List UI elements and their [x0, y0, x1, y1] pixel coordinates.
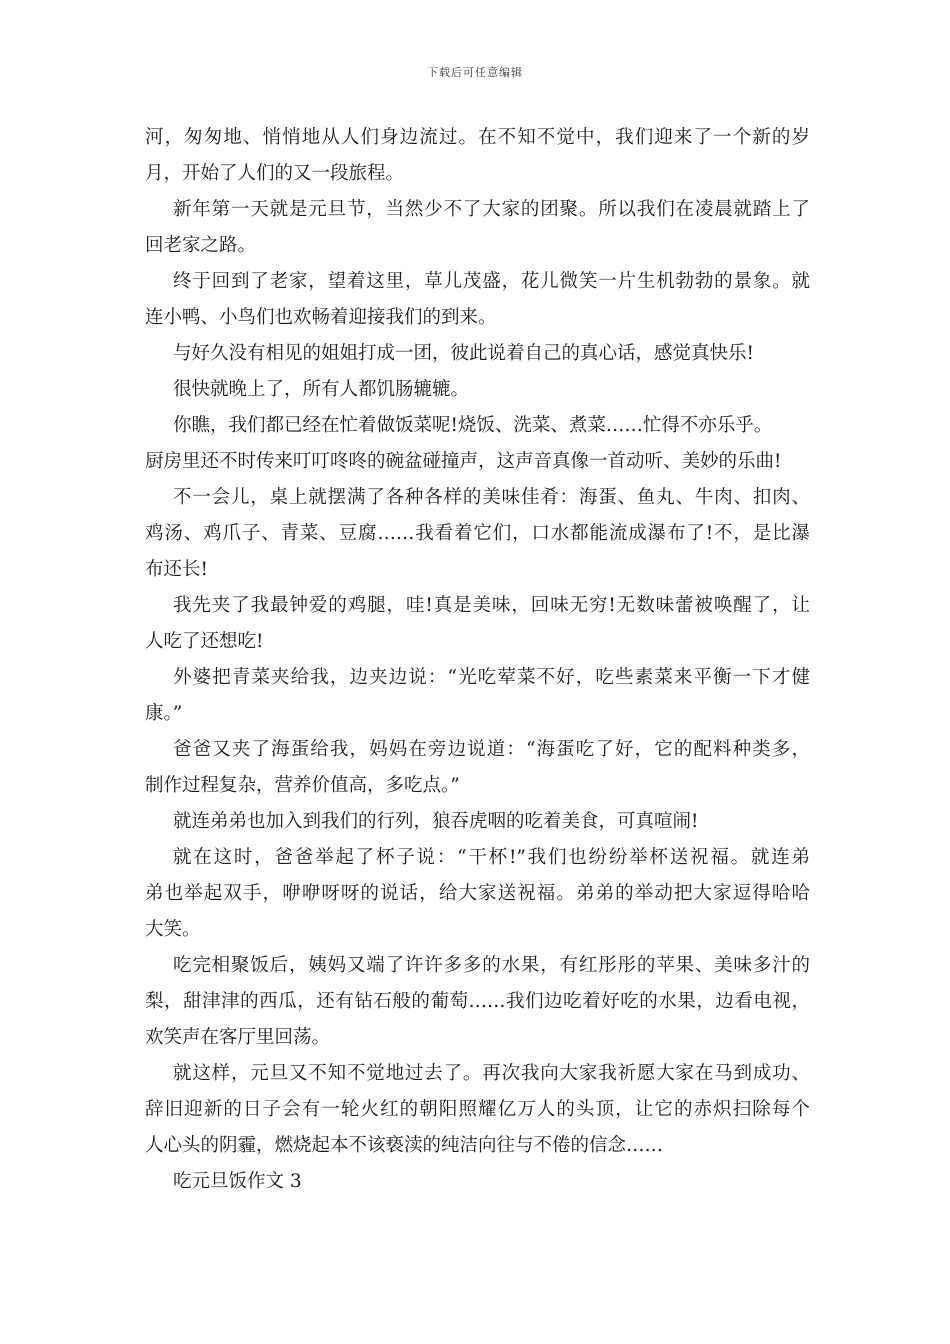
- text-line: 河，匆匆地、悄悄地从人们身边流过。在不知不觉中，我们迎来了一个新的岁: [145, 127, 810, 148]
- text-line: 梨，甜津津的西瓜，还有钻石般的葡萄……我们边吃着好吃的水果，边看电视，: [145, 991, 810, 1012]
- text-line: 康。”: [145, 703, 183, 724]
- text-line: 布还长!: [145, 559, 208, 580]
- page-header-note: 下载后可任意编辑: [427, 66, 523, 79]
- text-line: 连小鸭、小鸟们也欢畅着迎接我们的到来。: [145, 307, 497, 328]
- text-line: 外婆把青菜夹给我，边夹边说：“光吃荤菜不好，吃些素菜来平衡一下才健: [173, 667, 810, 688]
- text-line: 新年第一天就是元旦节，当然少不了大家的团聚。所以我们在凌晨就踏上了: [173, 199, 810, 220]
- text-line: 人心头的阴霾，燃烧起本不该亵渎的纯洁向往与不倦的信念……: [145, 1135, 664, 1156]
- text-line: 月，开始了人们的又一段旅程。: [145, 163, 405, 184]
- text-line: 就在这时，爸爸举起了杯子说：“干杯!”我们也纷纷举杯送祝福。就连弟: [173, 847, 810, 868]
- text-line: 吃元旦饭作文 3: [173, 1171, 302, 1192]
- text-line: 人吃了还想吃!: [145, 631, 264, 652]
- text-line: 我先夹了我最钟爱的鸡腿，哇!真是美味，回味无穷!无数味蕾被唤醒了，让: [173, 595, 810, 616]
- text-line: 你瞧，我们都已经在忙着做饭菜呢!烧饭、洗菜、煮菜……忙得不亦乐乎。: [173, 415, 773, 436]
- text-line: 回老家之路。: [145, 235, 257, 256]
- text-line: 就连弟弟也加入到我们的行列，狼吞虎咽的吃着美食，可真喧闹!: [173, 811, 699, 832]
- text-line: 大笑。: [145, 919, 201, 940]
- text-line: 鸡汤、鸡爪子、青菜、豆腐……我看着它们，口水都能流成瀑布了!不，是比瀑: [145, 523, 810, 544]
- text-line: 不一会儿，桌上就摆满了各种各样的美味佳肴：海蛋、鱼丸、牛肉、扣肉、: [173, 487, 810, 508]
- text-line: 终于回到了老家，望着这里，草儿茂盛，花儿微笑一片生机勃勃的景象。就: [173, 271, 810, 292]
- text-line: 制作过程复杂，营养价值高，多吃点。”: [145, 775, 460, 796]
- text-line: 辞旧迎新的日子会有一轮火红的朝阳照耀亿万人的头顶，让它的赤炽扫除每个: [145, 1099, 810, 1120]
- text-line: 与好久没有相见的姐姐打成一团，彼此说着自己的真心话，感觉真快乐!: [173, 343, 754, 364]
- text-line: 弟也举起双手，咿咿呀呀的说话，给大家送祝福。弟弟的举动把大家逗得哈哈: [145, 883, 810, 904]
- document-body: [145, 120, 810, 1200]
- text-line: 就这样，元旦又不知不觉地过去了。再次我向大家我祈愿大家在马到成功、: [173, 1063, 810, 1084]
- text-line: 吃完相聚饭后，姨妈又端了许许多多的水果，有红彤彤的苹果、美味多汁的: [173, 955, 810, 976]
- text-line: 很快就晚上了，所有人都饥肠辘辘。: [173, 379, 470, 400]
- text-line: 爸爸又夹了海蛋给我，妈妈在旁边说道：“海蛋吃了好，它的配料种类多，: [173, 739, 810, 760]
- text-line: 厨房里还不时传来叮叮咚咚的碗盆碰撞声，这声音真像一首动听、美妙的乐曲!: [145, 451, 782, 472]
- text-line: 欢笑声在客厅里回荡。: [145, 1027, 331, 1048]
